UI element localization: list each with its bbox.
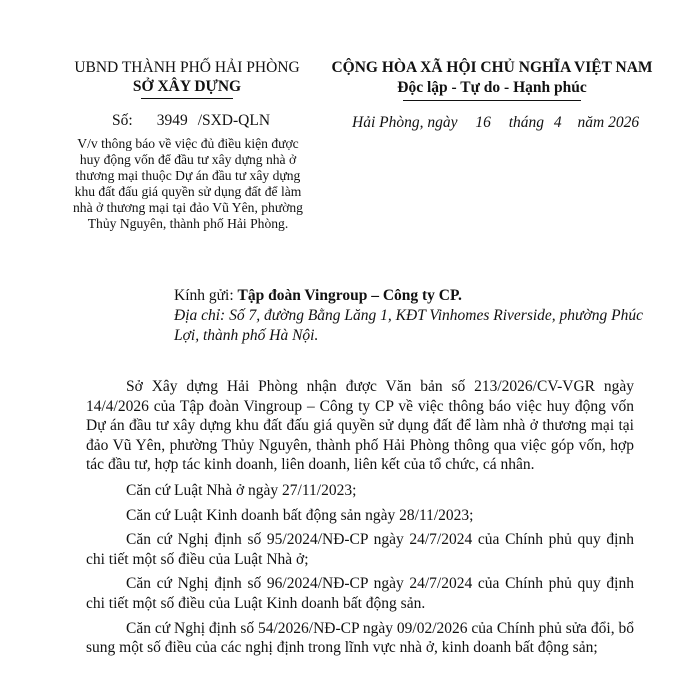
document-number [112, 112, 270, 130]
document-code: /SXD-QLN [197, 112, 271, 129]
legal-basis-item: Căn cứ Nghị định số 54/2026/NĐ-CP ngày 09/02/2026 của Chính phủ sửa đổi, bổ sung một số điều của các nghị định trong lĩnh vực nhà ở, kinh doanh bất động sản; [86, 619, 634, 657]
document-number-label: Số: [112, 112, 133, 129]
legal-basis-item: Căn cứ Luật Kinh doanh bất động sản ngày 28/11/2023; [126, 506, 474, 524]
date-month-label: tháng [508, 114, 545, 131]
recipient-label: Kính gửi: [174, 287, 234, 304]
date-year-label: năm [577, 114, 605, 131]
parent-organization: UBND THÀNH PHỐ HẢI PHÒNG [74, 59, 300, 76]
national-motto: Độc lập - Tự do - Hạnh phúc [397, 79, 587, 96]
date-year: 2026 [608, 114, 640, 131]
issuing-authority [58, 58, 316, 99]
document-subject: V/v thông báo về việc đủ điều kiện được huy động vốn để đầu tư xây dựng nhà ở thương mại thuộc Dự án đầu tư xây dựng khu đất đấu giá quyền sử dụng đất để làm nhà ở thương mại tại đảo Vũ Yên, phường Thủy Nguyên, thành phố Hải Phòng. [73, 136, 303, 231]
document-body [86, 377, 634, 663]
place: Hải Phòng, ngày [352, 114, 458, 131]
date-day: 16 [475, 114, 491, 131]
nation-name: CỘNG HÒA XÃ HỘI CHỦ NGHĨA VIỆT NAM [331, 59, 653, 76]
legal-basis-item: Căn cứ Nghị định số 95/2024/NĐ-CP ngày 24/7/2024 của Chính phủ quy định chi tiết một số điều của Luật Nhà ở; [86, 531, 634, 568]
issuing-department: SỞ XÂY DỰNG [132, 78, 242, 95]
department-underline [141, 98, 233, 99]
body-intro-paragraph: Sở Xây dựng Hải Phòng nhận được Văn bản số 213/2026/CV-VGR ngày 14/4/2026 của Tập đoàn Vingroup – Công ty CP về việc thông báo việc huy động vốn Dự án đầu tư xây dựng khu đất đấu giá quyền sử dụng đất để làm nhà ở thương mại tại đảo Vũ Yên, phường Thủy Nguyên, thành phố Hải Phòng thông qua việc góp vốn, hợp tác đầu tư, hợp tác kinh doanh, liên doanh, liên kết của tổ chức, cá nhân. [86, 378, 634, 474]
date-month: 4 [553, 114, 562, 131]
recipient-name: Tập đoàn Vingroup – Công ty CP. [237, 287, 462, 304]
place-and-date [352, 114, 639, 132]
recipient-block [174, 286, 644, 346]
legal-basis-item: Căn cứ Luật Nhà ở ngày 27/11/2023; [126, 481, 357, 499]
legal-basis-item: Căn cứ Nghị định số 96/2024/NĐ-CP ngày 24/7/2024 của Chính phủ quy định chi tiết một số điều của Luật Kinh doanh bất động sản. [86, 575, 634, 612]
motto-underline [403, 100, 581, 101]
national-heading [322, 58, 662, 101]
document-number-value: 3949 [156, 112, 188, 129]
recipient-address: Địa chỉ: Số 7, đường Bằng Lăng 1, KĐT Vinhomes Riverside, phường Phúc Lợi, thành phố Hà Nội. [174, 307, 643, 344]
